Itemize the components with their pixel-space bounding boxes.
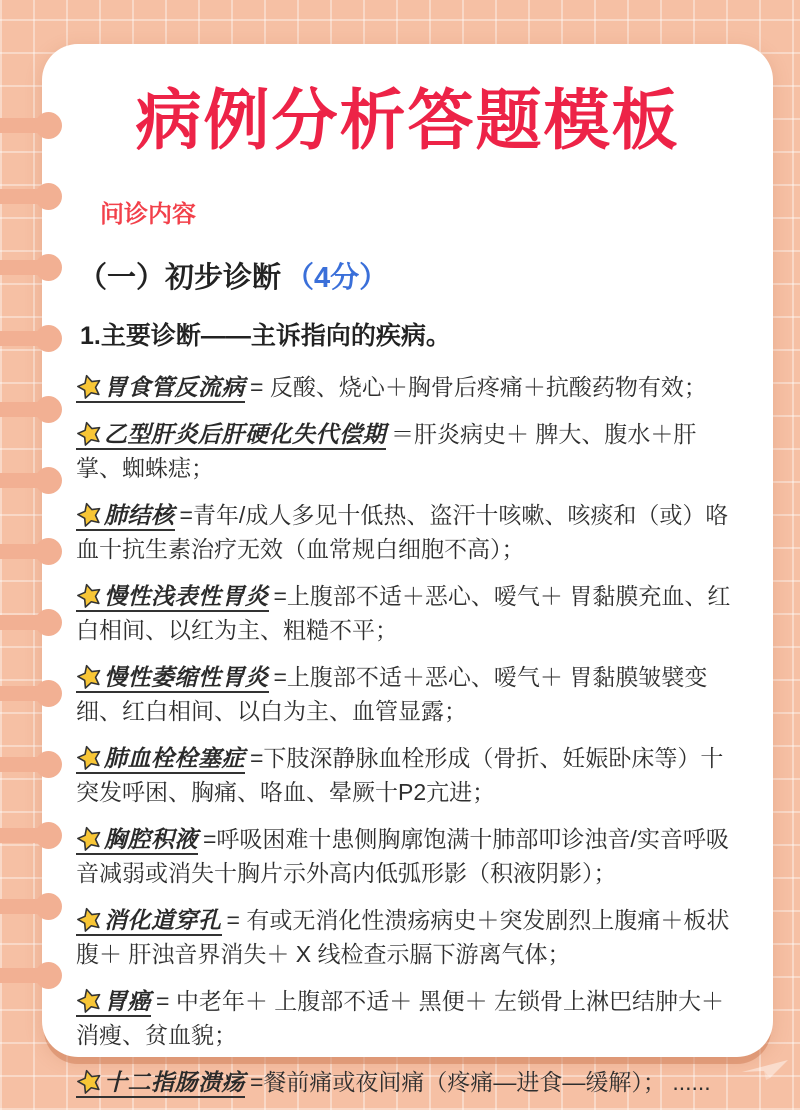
diagnosis-desc: =青年/成人多见十低热、盗汗十咳嗽、咳痰和（或）咯血十抗生素治疗无效（血常规白细胞不高）； [76, 502, 729, 562]
star-icon [76, 906, 103, 933]
binder-ring-icon [0, 615, 46, 630]
diagnosis-name: 肺血栓栓塞症 [76, 745, 245, 774]
star-icon [76, 663, 103, 690]
diagnosis-desc: =下肢深静脉血栓形成（骨折、妊娠卧床等）十突发呼困、胸痛、咯血、晕厥十P2亢进； [76, 745, 724, 805]
diagnosis-desc: =上腹部不适＋恶心、嗳气＋ 胃黏膜皱襞变细、红白相间、以白为主、血管显露； [76, 664, 708, 724]
list-item [76, 370, 739, 404]
binder-ring-icon [0, 473, 46, 488]
binder-ring-icon [0, 260, 46, 275]
star-icon [76, 420, 103, 447]
list-item [76, 741, 739, 809]
section-heading [78, 255, 739, 296]
star-icon [76, 501, 103, 528]
section-label: 问诊内容 [100, 201, 196, 228]
binder-ring-icon [0, 118, 46, 133]
list-item [76, 984, 739, 1052]
diagnosis-desc: = 反酸、烧心＋胸骨后疼痛＋抗酸药物有效； [250, 374, 707, 400]
star-icon [76, 987, 103, 1014]
diagnosis-name: 胃食管反流病 [76, 374, 245, 403]
diagnosis-name: 胸腔积液 [76, 826, 198, 855]
heading-text: （一）初步诊断 [78, 262, 282, 294]
diagnosis-desc: ＝肝炎病史＋ 脾大、腹水＋肝掌、蜘蛛痣； [76, 421, 697, 481]
list-item [76, 579, 739, 647]
binder-ring-icon [0, 189, 46, 204]
heading-score: （4分） [285, 262, 389, 294]
binder-ring-icon [0, 402, 46, 417]
diagnosis-desc: =餐前痛或夜间痛（疼痛—进食—缓解）； ...... [250, 1069, 711, 1095]
list-item [76, 1065, 739, 1099]
diagnosis-desc: = 有或无消化性溃疡病史＋突发剧烈上腹痛＋板状腹＋ 肝浊音界消失＋ X 线检查示膈下游离气体； [76, 907, 730, 967]
list-item [76, 660, 739, 728]
diagnosis-name: 胃癌 [76, 988, 151, 1017]
binder-ring-icon [0, 544, 46, 559]
diagnosis-desc: = 中老年＋ 上腹部不适＋ 黑便＋ 左锁骨上淋巴结肿大＋消瘦、贫血貌； [76, 988, 724, 1048]
list-item [76, 822, 739, 890]
list-item [76, 903, 739, 971]
binder-ring-icon [0, 899, 46, 914]
diagnosis-desc: =上腹部不适＋恶心、嗳气＋ 胃黏膜充血、红白相间、以红为主、粗糙不平； [76, 583, 731, 643]
binder-ring-icon [0, 828, 46, 843]
page-title: 病例分析答题模板 [135, 83, 680, 157]
star-icon [76, 825, 103, 852]
binder-ring-icon [0, 968, 46, 983]
binder-ring-icon [0, 686, 46, 701]
binder-ring-icon [0, 331, 46, 346]
notebook-card [42, 44, 773, 1095]
binder-ring-icon [0, 757, 46, 772]
diagnosis-name: 肺结核 [76, 502, 175, 531]
star-icon [76, 582, 103, 609]
diagnosis-name: 消化道穿孔 [76, 907, 222, 936]
diagnosis-list [76, 370, 739, 1099]
diagnosis-name: 十二指肠溃疡 [76, 1069, 245, 1098]
paper-plane-watermark-icon [740, 1056, 792, 1082]
diagnosis-desc: =呼吸困难十患侧胸廓饱满十肺部叩诊浊音/实音呼吸音减弱或消失十胸片示外高内低弧形影（积液阴影）； [76, 826, 729, 886]
star-icon [76, 373, 103, 400]
star-icon [76, 744, 103, 771]
star-icon [76, 1068, 103, 1095]
list-item [76, 498, 739, 566]
diagnosis-name: 乙型肝炎后肝硬化失代偿期 [76, 421, 386, 450]
diagnosis-name: 慢性浅表性胃炎 [76, 583, 269, 612]
diagnosis-name: 慢性萎缩性胃炎 [76, 664, 269, 693]
list-item [76, 417, 739, 485]
subheading: 1.主要诊断——主诉指向的疾病。 [80, 322, 451, 350]
